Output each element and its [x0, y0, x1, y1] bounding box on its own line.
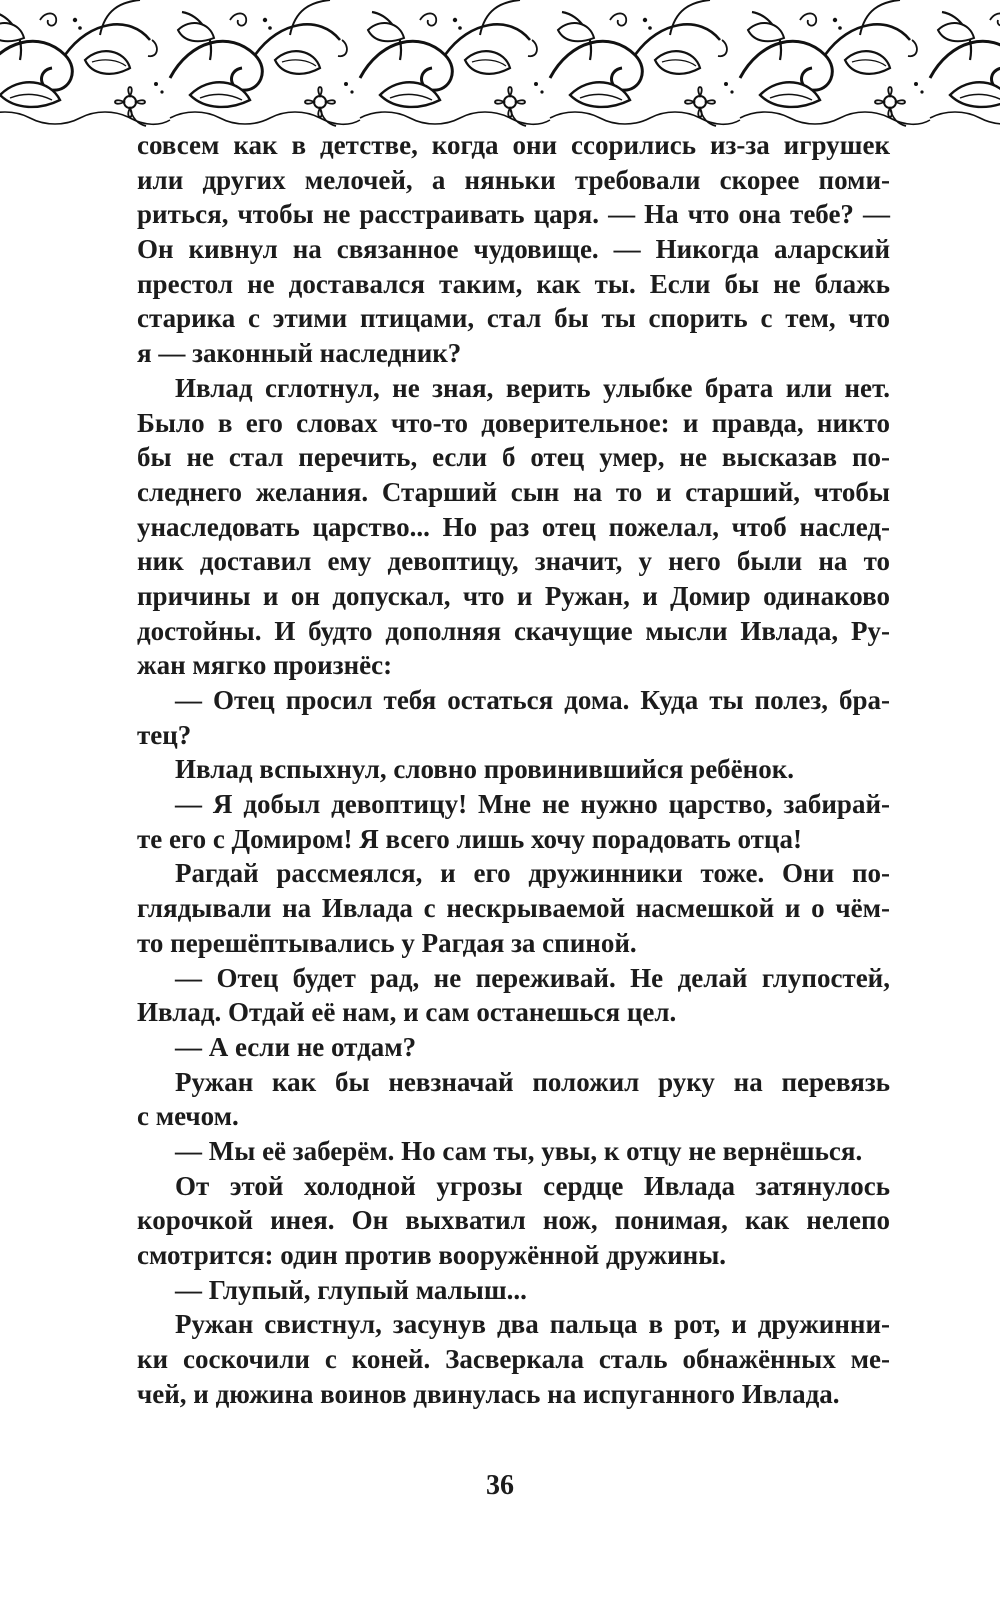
text-line: ник доставил ему девоптицу, значит, у него были на то	[137, 546, 890, 577]
text-line: совсем как в детстве, когда они ссорились из-за игрушек	[137, 130, 890, 160]
text-line: чей, и дюжина воинов двинулась на испуганного Ивлада.	[137, 1378, 840, 1409]
text-line: — Отец просил тебя остаться дома. Куда ты полез, бра-	[175, 685, 890, 715]
text-line: те его с Домиром! Я всего лишь хочу порадовать отца!	[137, 823, 802, 854]
paragraph	[137, 752, 890, 787]
text-line: Ивлад. Отдай её нам, и сам останешься цел.	[137, 997, 677, 1028]
text-line: — Отец будет рад, не переживай. Не делай глупостей,	[175, 962, 890, 993]
text-line: корочкой инея. Он выхватил нож, понимая, как нелепо	[137, 1205, 890, 1236]
paragraph	[137, 787, 890, 856]
text-line: старика с этими птицами, стал бы ты спорить с тем, что	[137, 303, 890, 334]
floral-ornament-header	[0, 0, 1000, 130]
text-line: — Глупый, глупый малыш...	[175, 1274, 527, 1305]
text-line: — А если не отдам?	[175, 1031, 417, 1062]
paragraph	[137, 1307, 890, 1411]
text-line: ки соскочили с коней. Засверкала сталь обнажённых ме-	[137, 1344, 890, 1375]
text-line: достойны. И будто дополняя скачущие мысли Ивлада, Ру-	[137, 615, 890, 646]
paragraph	[137, 683, 890, 752]
text-line: следнего желания. Старший сын на то и старший, чтобы	[137, 476, 890, 507]
text-line: Ивлад вспыхнул, словно провинившийся ребёнок.	[175, 754, 795, 785]
text-line: то перешёптывались у Рагдая за спиной.	[137, 927, 637, 958]
text-line: — Мы её заберём. Но сам ты, увы, к отцу не вернёшься.	[175, 1135, 863, 1166]
paragraph	[137, 371, 890, 683]
paragraph	[137, 1273, 890, 1308]
text-line: жан мягко произнёс:	[137, 650, 393, 681]
paragraph	[137, 856, 890, 960]
text-line: — Я добыл девоптицу! Мне не нужно царство, забирай-	[175, 789, 890, 820]
text-line: бы не стал перечить, если б отец умер, не высказав по-	[137, 442, 890, 473]
text-line: тец?	[137, 719, 192, 750]
text-line: Было в его словах что-то доверительное: и правда, никто	[137, 407, 890, 438]
text-line: глядывали на Ивлада с нескрываемой насмешкой и о чём-	[137, 893, 890, 924]
text-line: Ружан как бы невзначай положил руку на перевязь	[175, 1066, 890, 1097]
text-line: Он кивнул на связанное чудовище. — Никогда аларский	[137, 234, 890, 265]
text-line: Ружан свистнул, засунув два пальца в рот, и дружинни-	[175, 1309, 890, 1340]
page-body-text	[137, 128, 890, 1411]
text-line: Рагдай рассмеялся, и его дружинники тоже. Они по-	[175, 858, 890, 889]
text-line: с мечом.	[137, 1101, 239, 1132]
text-line: смотрится: один против вооружённой дружины.	[137, 1240, 727, 1270]
text-line: я — законный наследник?	[137, 338, 462, 369]
paragraph	[137, 1169, 890, 1273]
text-line: От этой холодной угрозы сердце Ивлада затянулось	[175, 1170, 890, 1201]
paragraph	[137, 1065, 890, 1134]
page-number: 36	[486, 1470, 514, 1501]
paragraph	[137, 961, 890, 1030]
text-line: Ивлад сглотнул, не зная, верить улыбке брата или нет.	[175, 372, 890, 403]
paragraph	[137, 1030, 890, 1065]
text-line: причины и он допускал, что и Ружан, и Домир одинаково	[137, 580, 890, 611]
ornament-motif-row	[0, 0, 1000, 126]
paragraph	[137, 128, 890, 371]
text-line: или других мелочей, а няньки требовали скорее поми-	[137, 164, 890, 195]
paragraph	[137, 1134, 890, 1169]
text-line: риться, чтобы не расстраивать царя. — На что она тебе? —	[137, 199, 890, 230]
text-line: престол не доставался таким, как ты. Если бы не блажь	[137, 268, 890, 299]
text-line: унаследовать царство... Но раз отец пожелал, чтоб наслед-	[137, 511, 890, 542]
